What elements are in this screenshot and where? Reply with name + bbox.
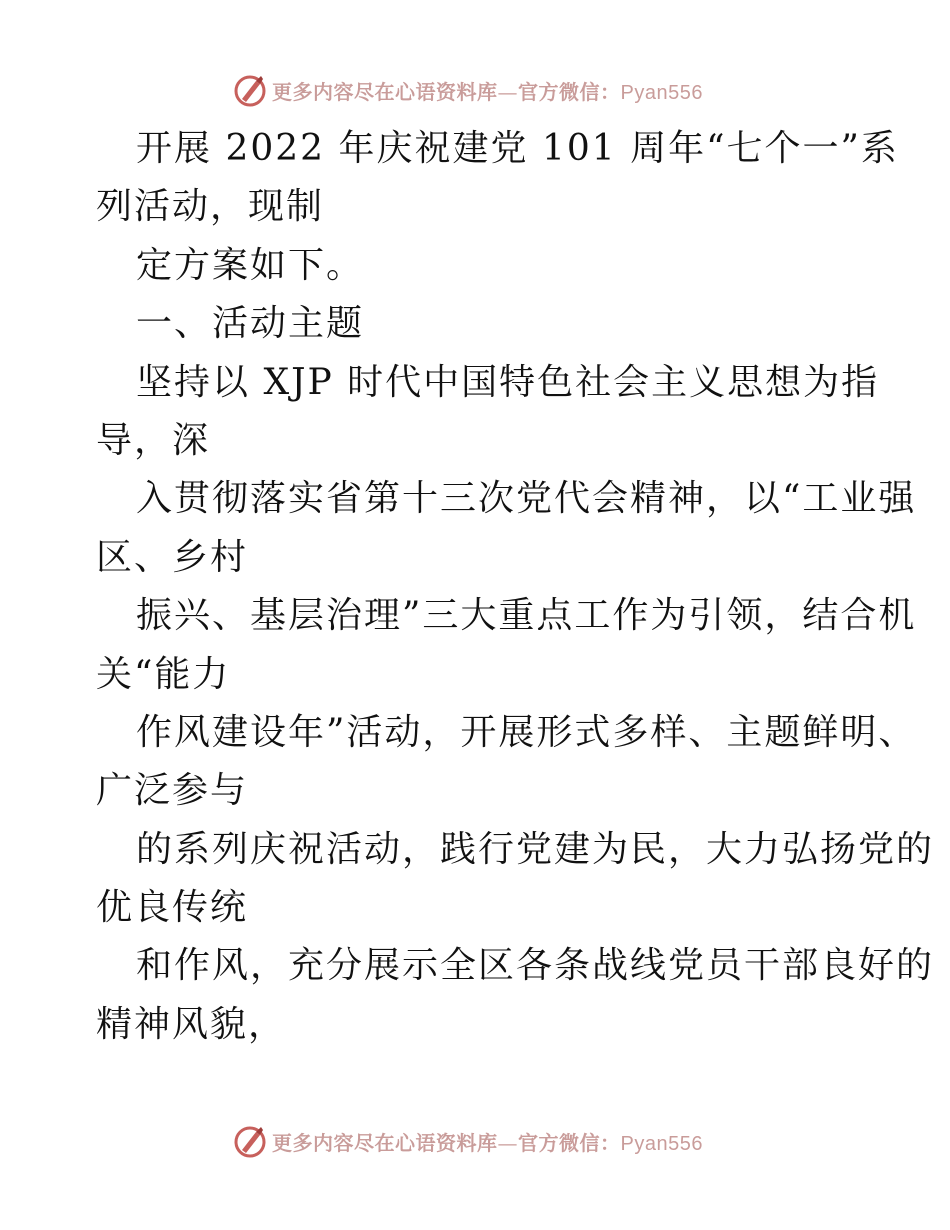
document-line: 作风建设年”活动，开展形式多样、主题鲜明、 [136,711,917,753]
document-line: 开展 2022 年庆祝建党 101 周年“七个一”系 [136,128,899,169]
document-line: 振兴、基层治理”三大重点工作为引领，结合机 [136,595,917,637]
footer-watermark [232,1121,752,1161]
document-line: 定方案如下。 [136,244,365,286]
document-line: 广泛参与 [96,770,249,812]
watermark-contact-label: 官方微信： [518,79,621,104]
watermark-brand-text: 更多内容尽在心语资料库 [272,79,498,104]
document-line: 优良传统 [96,887,249,929]
document-line: 关“能力 [96,653,231,695]
document-line: 坚持以 XJP 时代中国特色社会主义思想为指 [136,361,880,403]
watermark-brand-text: 更多内容尽在心语资料库 [272,1130,498,1155]
brush-pen-logo-icon [232,72,268,108]
document-line: 一、活动主题 [136,303,365,345]
document-line: 精神风貌， [96,1003,287,1045]
document-line: 导，深 [96,419,211,461]
document-line: 入贯彻落实省第十三次党代会精神，以“工业强 [136,478,917,520]
watermark-separator: — [497,1130,518,1155]
document-line: 的系列庆祝活动，践行党建为民，大力弘扬党的 [136,828,935,870]
watermark-contact-id: Pyan556 [620,81,703,104]
watermark-contact-id: Pyan556 [620,1132,703,1155]
document-line: 和作风，充分展示全区各条战线党员干部良好的 [136,945,935,987]
document-line: 区、乡村 [96,536,249,578]
document-line: 列活动，现制 [96,186,325,228]
header-watermark [232,70,752,110]
document-body [96,120,935,1054]
watermark-separator: — [497,79,518,104]
brush-pen-logo-icon [232,1123,268,1159]
watermark-contact-label: 官方微信： [518,1130,621,1155]
